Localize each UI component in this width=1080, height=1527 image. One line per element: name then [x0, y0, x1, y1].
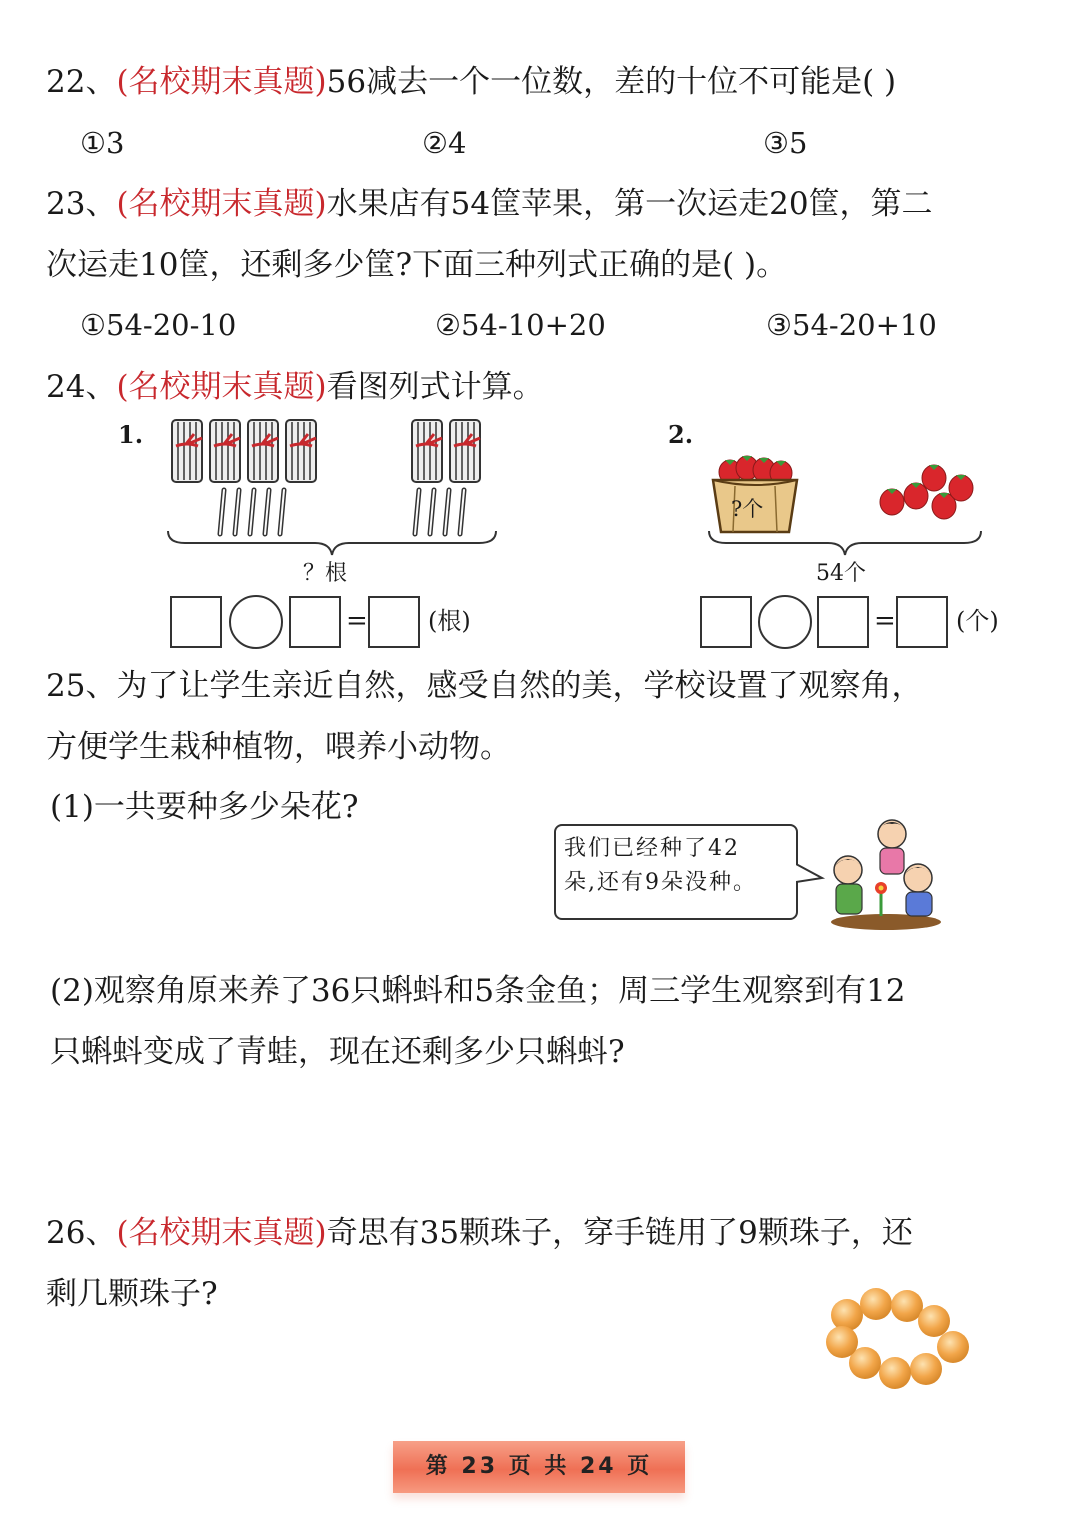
q23-text-1: 水果店有54筐苹果，第一次运走20筐，第二: [326, 186, 933, 222]
fig1-brace-label: ？根: [303, 561, 348, 586]
q23-option-2: ②54-10+20: [435, 308, 606, 342]
q22-source-tag: (名校期末真题): [116, 64, 327, 100]
q25-part-1: (1)一共要种多少朵花?: [50, 789, 359, 825]
q22-option-3: ③5: [763, 126, 808, 160]
q23-source-tag: (名校期末真题): [116, 186, 327, 222]
q22-text: 56减去一个一位数，差的十位不可能是( ): [326, 64, 897, 100]
q25-part-2-line-1: (2)观察角原来养了36只蝌蚪和5条金鱼；周三学生观察到有12: [50, 973, 906, 1009]
fig2-unit: (个): [956, 607, 999, 635]
q26-number: 26、: [46, 1215, 117, 1251]
q23-option-1: ①54-20-10: [80, 308, 237, 342]
q23-line-1: [46, 184, 933, 224]
q25-part-2-line-2: 只蝌蚪变成了青蛙，现在还剩多少只蝌蚪?: [50, 1034, 625, 1070]
q22-number: 22、: [46, 64, 117, 100]
q22-option-1: ①3: [80, 126, 125, 160]
fig2-answer-box-2[interactable]: [817, 596, 869, 648]
fig1-answer-box-2[interactable]: [289, 596, 341, 648]
fig2-answer-box-1[interactable]: [700, 596, 752, 648]
fig1-operator-circle[interactable]: [229, 595, 283, 649]
basket-label: ?个: [731, 497, 764, 521]
q25-text-1: 为了让学生亲近自然，感受自然的美，学校设置了观察角，: [116, 668, 923, 704]
fig2-brace-label: 54个: [816, 561, 866, 586]
q23-number: 23、: [46, 186, 117, 222]
speech-bubble: [554, 824, 798, 920]
speech-bubble-tail: [796, 860, 826, 890]
q25-line-1: [46, 666, 922, 706]
strawberry-basket-illustration: [705, 450, 805, 540]
q22-line: [46, 62, 896, 102]
q23-text-2: 次运走10筐，还剩多少筐?下面三种列式正确的是( )。: [46, 247, 788, 283]
fig1-equals: =: [346, 606, 368, 636]
fig2-equals: =: [874, 606, 896, 636]
fig2-answer-box-3[interactable]: [896, 596, 948, 648]
fig1-label: 1.: [118, 420, 144, 449]
fig2-brace: [706, 528, 986, 558]
q24-source-tag: (名校期末真题): [116, 369, 327, 405]
q26-text-2: 剩几颗珠子?: [46, 1276, 218, 1312]
q23-option-3: ③54-20+10: [766, 308, 937, 342]
bead-bracelet-illustration: [820, 1285, 975, 1390]
q26-line-1: [46, 1213, 913, 1253]
children-planting-illustration: [826, 812, 946, 932]
q26-source-tag: (名校期末真题): [116, 1215, 327, 1251]
fig2-label: 2.: [668, 420, 694, 449]
q26-text-1: 奇思有35颗珠子，穿手链用了9颗珠子，还: [326, 1215, 913, 1251]
speech-bubble-line-2: 朵,还有9朵没种。: [564, 870, 757, 895]
q25-number: 25、: [46, 668, 117, 704]
strawberries-illustration: [876, 458, 978, 524]
fig1-unit: (根): [428, 607, 471, 635]
q22-option-2: ②4: [422, 126, 467, 160]
q24-text: 看图列式计算。: [326, 369, 544, 405]
fig1-brace: [165, 528, 500, 558]
q24-number: 24、: [46, 369, 117, 405]
fig2-operator-circle[interactable]: [758, 595, 812, 649]
q25-text-2: 方便学生栽种植物，喂养小动物。: [46, 729, 511, 765]
speech-bubble-line-1: 我们已经种了42: [564, 836, 740, 861]
page-number-footer: 第 23 页 共 24 页: [393, 1441, 685, 1493]
fig1-answer-box-3[interactable]: [368, 596, 420, 648]
q24-line: [46, 367, 544, 407]
fig1-answer-box-1[interactable]: [170, 596, 222, 648]
